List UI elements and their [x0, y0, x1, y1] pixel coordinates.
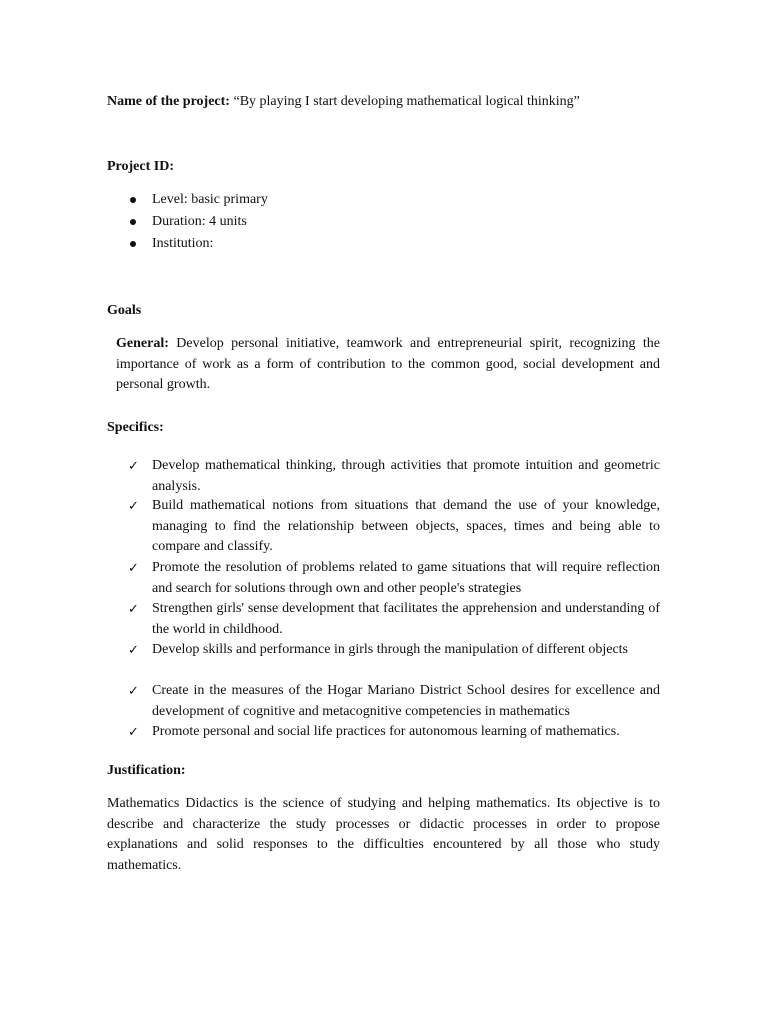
justification-paragraph: Mathematics Didactics is the science of studying and helping mathematics. Its objective is to describe and characterize the study processes or didactic processes in order to propose explanations and solid responses to the difficulties encountered by all those who study mathematics.: [107, 796, 660, 873]
specifics-heading-text: Specifics:: [107, 420, 164, 435]
general-goal-text: Develop personal initiative, teamwork and entrepreneurial spirit, recognizing the importance of work as a form of contribution to the common good, social development and personal growth.: [116, 336, 660, 392]
list-item-text: Duration: 4 units: [152, 214, 247, 229]
justification-heading-text: Justification:: [107, 763, 186, 778]
specifics-item-1: Develop mathematical thinking, through activities that promote intuition and geometric analysis.: [152, 458, 660, 494]
project-id-heading-text: Project ID:: [107, 159, 174, 174]
goals-heading-text: Goals: [107, 303, 142, 318]
checkmark-icon: ✓: [128, 498, 139, 513]
project-name-label: Name of the project:: [107, 94, 230, 109]
specifics-item-6: Create in the measures of the Hogar Mariano District School desires for excellence and development of cognitive and metacognitive competencies in mathematics: [152, 683, 660, 719]
specifics-item-7: Promote personal and social life practices for autonomous learning of mathematics.: [152, 724, 620, 739]
specifics-item-2: Build mathematical notions from situations that demand the use of your knowledge, managing to find the relationship between objects, spaces, times and being able to compare and classify.: [152, 498, 660, 554]
specifics-heading: [107, 418, 164, 439]
project-name-line: [107, 92, 580, 113]
bullet-dot-icon: [130, 219, 136, 225]
specifics-item-5: Develop skills and performance in girls through the manipulation of different objects: [152, 642, 629, 657]
bullet-dot-icon: [130, 241, 136, 247]
general-goal-paragraph: [116, 334, 660, 396]
list-item-text: Level: basic primary: [152, 192, 268, 207]
specifics-item-4: Strengthen girls' sense development that facilitates the apprehension and understanding of the world in childhood.: [152, 601, 660, 637]
checkmark-icon: ✓: [128, 642, 139, 657]
checkmark-icon: ✓: [128, 724, 139, 739]
checkmark-icon: ✓: [128, 560, 139, 575]
justification-heading: [107, 761, 186, 782]
specifics-item-3: Promote the resolution of problems related to game situations that will require reflection and search for solutions through own and other people's strategies: [152, 560, 660, 596]
project-name-value: “By playing I start developing mathematical logical thinking”: [233, 94, 580, 109]
checkmark-icon: ✓: [128, 683, 139, 698]
project-id-heading: [107, 157, 174, 178]
bullet-dot-icon: [130, 197, 136, 203]
checkmark-icon: ✓: [128, 601, 139, 616]
checkmark-icon: ✓: [128, 458, 139, 473]
general-goal-label: General:: [116, 336, 169, 351]
list-item-text: Institution:: [152, 236, 214, 251]
goals-heading: [107, 301, 141, 322]
